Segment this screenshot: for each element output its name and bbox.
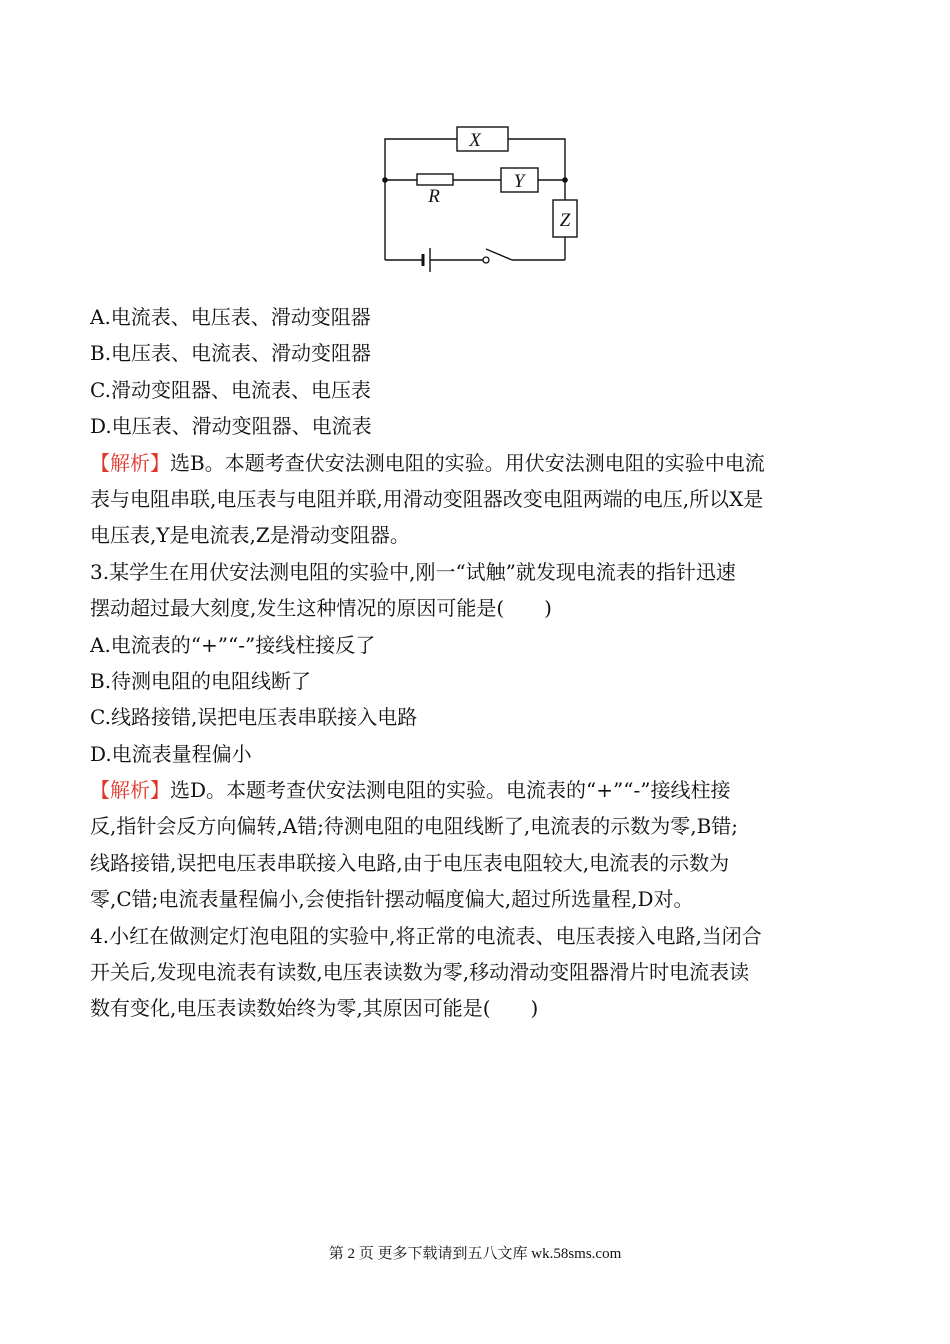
switch-blade [486,249,512,260]
q2-option-d: D.电压表、滑动变阻器、电流表 [90,414,372,439]
q3-option-c: C.线路接错,误把电压表串联接入电路 [90,705,418,730]
q3-option-b: B.待测电阻的电阻线断了 [90,668,312,693]
meter-x-box [457,127,508,151]
q2-option-c: C.滑动变阻器、电流表、电压表 [90,377,371,402]
analysis-tag: 【解析】 [90,450,170,475]
q3-option-d: D.电流表量程偏小 [90,741,252,766]
label-z: Z [559,210,571,231]
junction-left [382,177,388,183]
q2-analysis-line: 表与电阻串联,电压表与电阻并联,用滑动变阻器改变电阻两端的电压,所以X是 [90,486,764,511]
resistor-r [417,174,453,185]
q3-option-a: A.电流表的“+”“-”接线柱接反了 [90,632,376,657]
label-r: R [428,186,440,207]
junction-right [562,177,568,183]
q2-option-a: A.电流表、电压表、滑动变阻器 [90,305,371,329]
switch-pivot [483,257,489,263]
q4-stem-line: 4.小红在做测定灯泡电阻的实验中,将正常的电流表、电压表接入电路,当闭合 [90,923,762,948]
q2-analysis-line: 电压表,Y是电流表,Z是滑动变阻器。 [90,523,410,548]
document-body [90,299,865,1027]
analysis-tag: 【解析】 [90,778,170,803]
q2-option-b: B.电压表、电流表、滑动变阻器 [90,341,372,366]
circuit-diagram [370,118,590,278]
q4-stem-line: 开关后,发现电流表有读数,电压表读数为零,移动滑动变阻器滑片时电流表读 [90,960,750,985]
q3-stem-line: 摆动超过最大刻度,发生这种情况的原因可能是( ) [90,596,552,621]
q4-stem-line: 数有变化,电压表读数始终为零,其原因可能是( ) [90,996,539,1021]
q3-analysis-line: 线路接错,误把电压表串联接入电路,由于电压表电阻较大,电流表的示数为 [90,850,730,875]
q2-analysis-line: 【解析】选B。本题考查伏安法测电阻的实验。用伏安法测电阻的实验中电流 [90,450,765,475]
q3-analysis-line: 【解析】选D。本题考查伏安法测电阻的实验。电流表的“+”“-”接线柱接 [90,778,731,803]
label-x: X [469,130,481,151]
page-footer: 第 2 页 更多下载请到五八文库 wk.58sms.com [328,1246,622,1262]
q3-analysis-line: 反,指针会反方向偏转,A错;待测电阻的电阻线断了,电流表的示数为零,B错; [90,814,739,839]
label-y: Y [513,171,525,192]
q3-stem-line: 3.某学生在用伏安法测电阻的实验中,刚一“试触”就发现电流表的指针迅速 [90,559,736,584]
q3-analysis-line: 零,C错;电流表量程偏小,会使指针摆动幅度偏大,超过所选量程,D对。 [90,887,694,912]
